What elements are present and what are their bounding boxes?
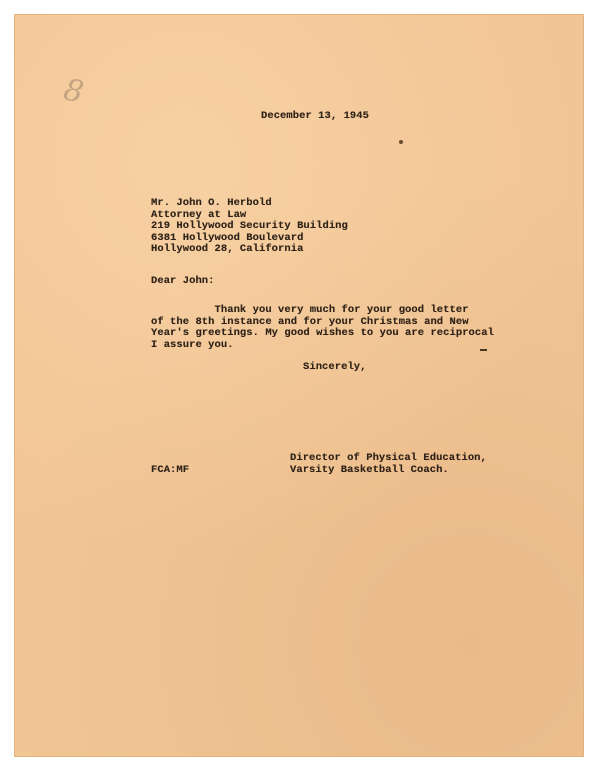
letter-body: [151, 305, 494, 351]
reference-initials: FCA:MF: [151, 464, 190, 476]
body-line: I assure you.: [151, 338, 234, 351]
letter-date: December 13, 1945: [261, 110, 369, 122]
handwritten-page-number: 8: [60, 72, 87, 111]
recipient-name: Mr. John O. Herbold: [151, 197, 272, 209]
closing: Sincerely,: [303, 361, 367, 373]
body-line: Thank you very much for your good letter: [151, 304, 469, 316]
recipient-address: [151, 198, 348, 256]
recipient-title: Attorney at Law: [151, 208, 247, 221]
body-line: Year's greetings. My good wishes to you are reciprocal: [151, 327, 494, 340]
paper-speck: [399, 140, 403, 144]
letter-sheet: [14, 14, 584, 757]
recipient-building: 219 Hollywood Security Building: [151, 220, 348, 233]
recipient-street: 6381 Hollywood Boulevard: [151, 231, 304, 244]
signature-title-line: Varsity Basketball Coach.: [290, 463, 449, 476]
stray-mark: [480, 349, 487, 351]
body-line: of the 8th instance and for your Christmas and New: [151, 315, 469, 328]
signature-title-line: Director of Physical Education,: [290, 452, 487, 464]
salutation: Dear John:: [151, 275, 215, 287]
signature-title-block: [290, 453, 487, 476]
recipient-city: Hollywood 28, California: [151, 243, 304, 256]
